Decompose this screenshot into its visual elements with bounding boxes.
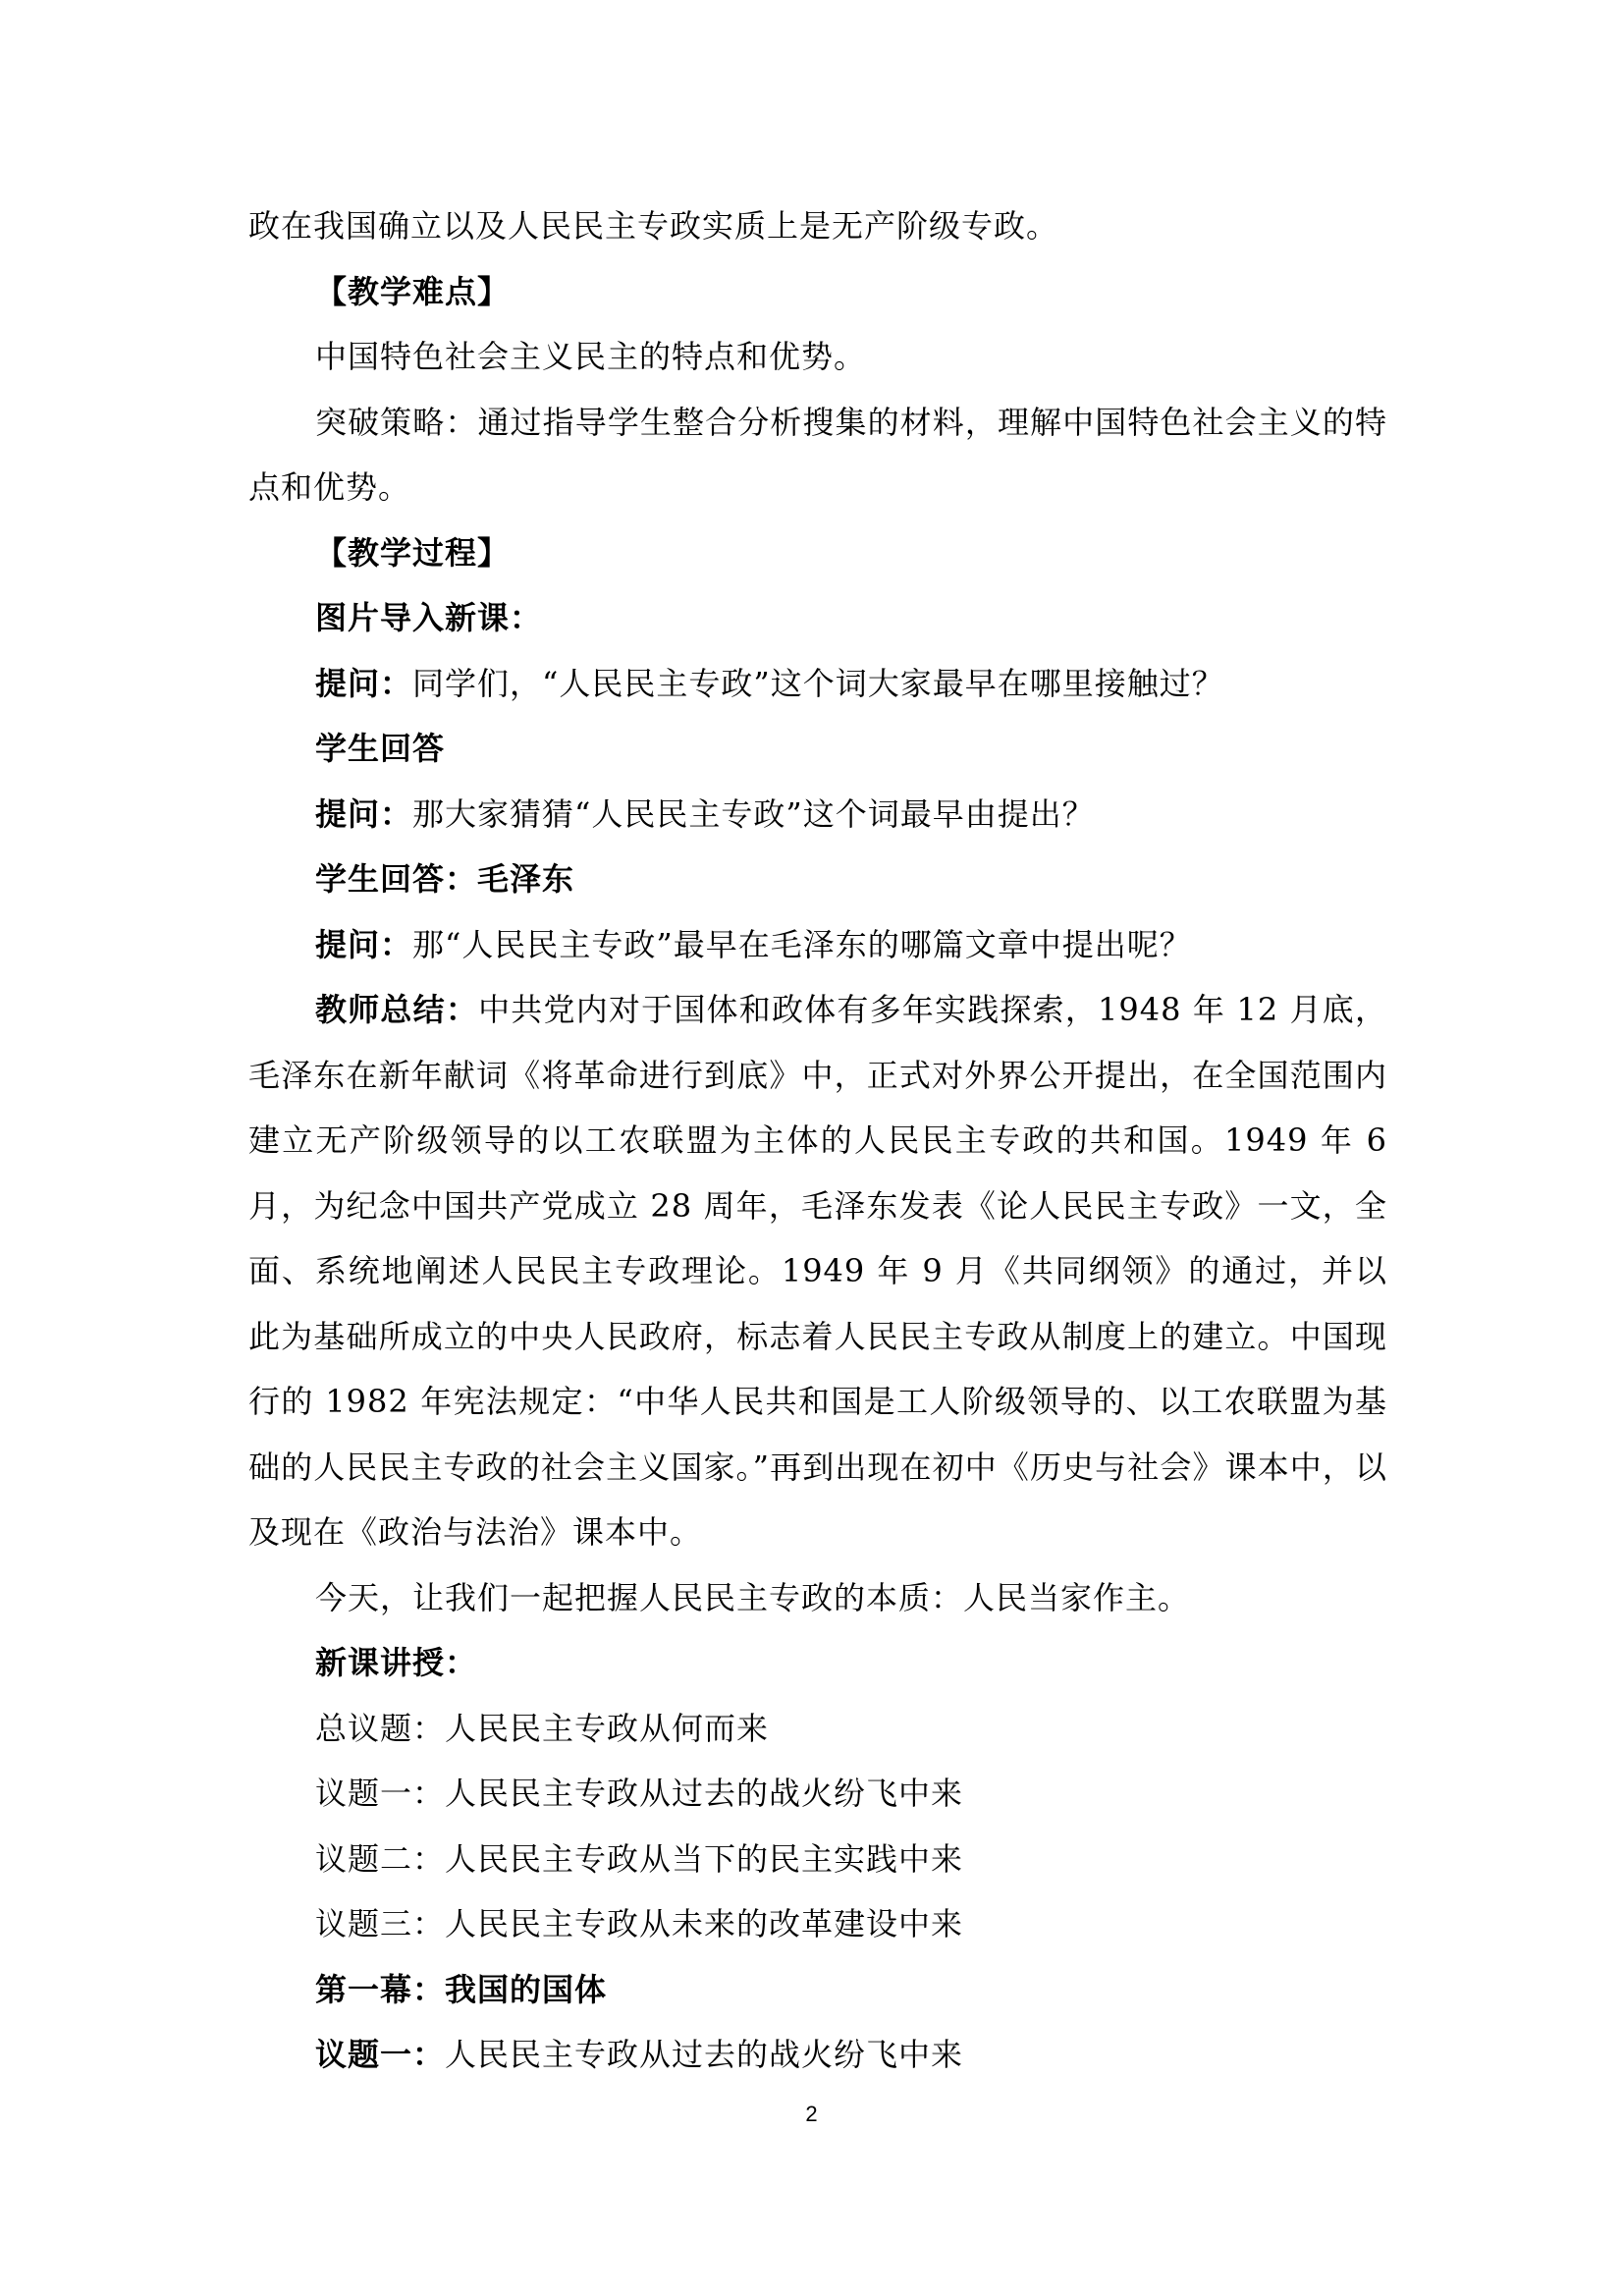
paragraph-question-1 <box>248 651 1387 717</box>
paragraph-text: 政在我国确立以及人民民主专政实质上是无产阶级专政。 <box>248 207 1059 245</box>
paragraph-question-2 <box>248 782 1387 847</box>
heading-teaching-difficulty <box>248 259 1387 325</box>
subheading-picture-intro <box>248 585 1387 651</box>
heading-text: 【教学过程】 <box>315 533 511 572</box>
topic-text: 议题一：人民民主专政从过去的战火纷飞中来 <box>315 1775 964 1812</box>
paragraph-topic-1 <box>248 1761 1387 1827</box>
topic-text: 议题二：人民民主专政从当下的民主实践中来 <box>315 1839 964 1878</box>
paragraph-main-topic <box>248 1696 1387 1762</box>
paragraph-student-answer-2 <box>248 847 1387 912</box>
topic-text: 人民民主专政从过去的战火纷飞中来 <box>445 2036 964 2073</box>
paragraph-topic-3 <box>248 1891 1387 1957</box>
question-label: 提问： <box>315 664 413 702</box>
paragraph-today <box>248 1565 1387 1631</box>
heading-teaching-process <box>248 520 1387 586</box>
paragraph-difficulty <box>248 324 1387 390</box>
paragraph-text: 中国特色社会主义民主的特点和优势。 <box>315 338 867 375</box>
subheading-text: 第一幕：我国的国体 <box>315 1970 608 2008</box>
subheading-new-lesson <box>248 1630 1387 1696</box>
answer-label: 学生回答 <box>315 730 446 767</box>
paragraph-topic-2 <box>248 1827 1387 1892</box>
topic-text: 议题三：人民民主专政从未来的改革建设中来 <box>315 1905 964 1942</box>
summary-label: 教师总结： <box>315 991 479 1028</box>
subheading-text: 新课讲授： <box>315 1644 478 1681</box>
paragraph-text: 突破策略：通过指导学生整合分析搜集的材料，理解中国特色社会主义的特点和优势。 <box>248 403 1387 506</box>
paragraph-student-answer-1 <box>248 716 1387 782</box>
paragraph-text: 今天，让我们一起把握人民民主专政的本质：人民当家作主。 <box>315 1578 1191 1616</box>
summary-text: 中共党内对于国体和政体有多年实践探索，1948 年 12 月底，毛泽东在新年献词《将革命进行到底》中，正式对外界公开提出，在全国范围内建立无产阶级领导的以工农联盟为主体的人民民主专政的共和国。1949 年 6 月，为纪念中国共产党成立 28 周年，毛泽东发表《论人民民主专政》一文，全面、系统地阐述人民民主专政理论。1949 年 9 月《共同纲领》的通过，并以此为基础所成立的中央人民政府，标志着人民民主专政从制度上的建立。中国现行的 1982 年宪法规定：“中华人民共和国是工人阶级领导的、以工农联盟为基础的人民民主专政的社会主义国家。”再到出现在初中《历史与社会》课本中，以及现在《政治与法治》课本中。 <box>248 991 1387 1551</box>
question-label: 提问： <box>315 794 413 833</box>
paragraph-question-3 <box>248 912 1387 978</box>
question-text: 同学们，“人民民主专政”这个词大家最早在哪里接触过？ <box>412 664 1224 702</box>
topic-label: 议题一： <box>315 2036 446 2073</box>
question-text: 那大家猜猜“人民民主专政”这个词最早由提出？ <box>412 794 1095 833</box>
paragraph-topic-1-repeat <box>248 2022 1387 2088</box>
subheading-act-one <box>248 1957 1387 2023</box>
paragraph-strategy <box>248 390 1387 520</box>
document-body <box>248 193 1387 2088</box>
subheading-text: 图片导入新课： <box>315 599 543 636</box>
paragraph-continuation <box>248 193 1387 259</box>
question-label: 提问： <box>315 925 413 963</box>
heading-text: 【教学难点】 <box>315 272 511 310</box>
answer-label: 学生回答：毛泽东 <box>315 860 575 898</box>
paragraph-teacher-summary <box>248 977 1387 1565</box>
page-number: 2 <box>805 2102 818 2126</box>
question-text: 那“人民民主专政”最早在毛泽东的哪篇文章中提出呢？ <box>412 925 1192 963</box>
topic-text: 总议题：人民民主专政从何而来 <box>315 1709 770 1747</box>
